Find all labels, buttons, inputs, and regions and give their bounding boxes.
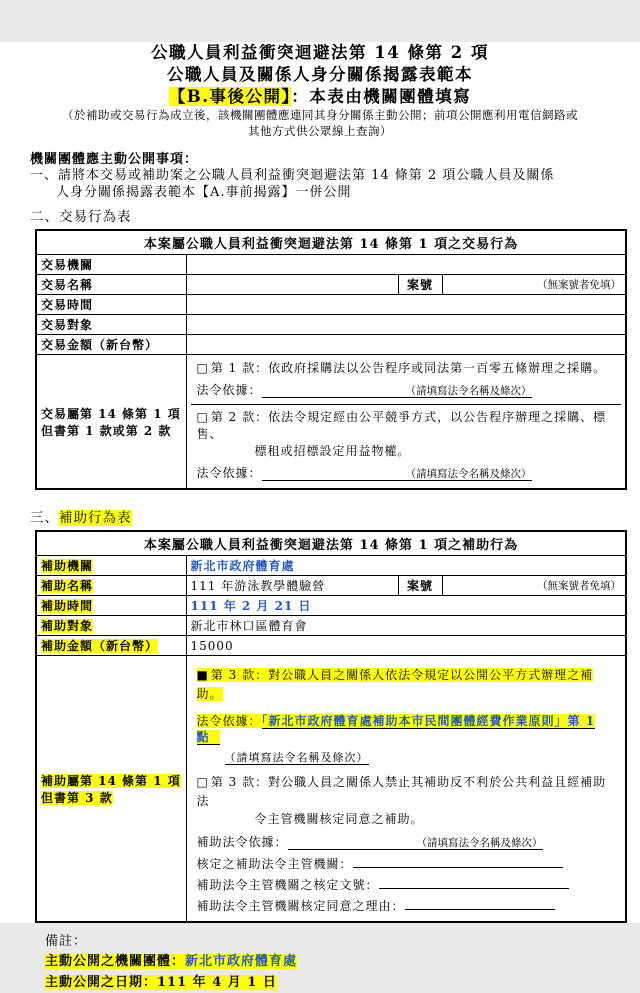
trade-clause-label-line1: 交易屬第 14 條第 1 項: [41, 406, 181, 421]
subsidy-name-value-cell: 111 年游泳教學體驗營: [186, 576, 398, 596]
trade-agency-value-cell[interactable]: [186, 255, 626, 275]
trade-target-label: 交易對象: [36, 315, 186, 335]
trade-section-number: 二、: [30, 209, 59, 225]
trade-option1-block: [191, 356, 622, 405]
subsidy-clause-label-line2-text: 但書第 3 款: [41, 790, 113, 805]
subsidy-option1-law-note-line: [197, 749, 616, 766]
checkbox-checked-icon[interactable]: ■: [196, 668, 209, 682]
trade-option2-text-line2: 標租或招標設定用益物權。: [254, 444, 411, 458]
trade-table-header: 本案屬公職人員利益衝突迴避法第 14 條第 1 項之交易行為: [36, 230, 626, 255]
publish-date-label: 主動公開之日期：: [45, 975, 158, 990]
subsidy-approve-doc-line: [197, 874, 616, 893]
trade-option1-law-line: [197, 382, 616, 398]
title-note-line1: （於補助或交易行為成立後，該機關團體應連同其身分關係主動公開；前項公開應利用電信網路或: [62, 108, 578, 122]
law-basis-label: 法令依據：: [196, 466, 262, 480]
trade-target-value-cell[interactable]: [186, 315, 626, 335]
subsidy-option2-text-line2: 令主管機關核定同意之補助。: [254, 812, 424, 826]
subsidy-name-label: [36, 576, 186, 596]
subsidy-name-label-text: 補助名稱: [41, 579, 94, 593]
subsidy-law-basis-blank-field[interactable]: [288, 835, 543, 850]
trade-table: [35, 229, 627, 490]
subsidy-option1-law-highlight: [197, 714, 596, 744]
law-fill-note: （請填寫法令名稱及條次）: [416, 837, 543, 849]
subsidy-time-value: 111 年 2 月 21 日: [190, 599, 312, 613]
law-fill-note: （請填寫法令名稱及條次）: [224, 751, 369, 764]
footer-block: [45, 933, 640, 993]
doc-title-line2: 公職人員及關係人身分關係揭露表範本: [167, 65, 473, 84]
subsidy-section-title: [30, 510, 640, 527]
subsidy-option2-line1: [197, 773, 616, 811]
trade-agency-label: 交易機關: [36, 255, 186, 275]
subsidy-target-label-text: 補助對象: [41, 619, 94, 633]
doc-title-line3-rest: ：本表由機關團體填寫: [291, 87, 472, 106]
trade-time-value-cell[interactable]: [186, 295, 626, 315]
subsidy-target-value-cell: 新北市林口區體育會: [186, 616, 626, 636]
remark-label: 備註：: [45, 934, 88, 949]
trade-time-label: 交易時間: [36, 295, 186, 315]
subsidy-amount-label-text: 補助金額（新台幣）: [41, 639, 159, 653]
subsidy-approve-doc-label: 補助法令主管機關之核定文號：: [196, 878, 379, 892]
subsidy-clause-label: [36, 656, 186, 923]
publish-org-line: [45, 951, 640, 972]
notice-heading: 機關團體應主動公開事項：: [30, 152, 199, 167]
subsidy-time-value-cell: [186, 596, 626, 616]
law-basis-label: 法令依據：: [196, 714, 262, 728]
publish-org-label: 主動公開之機關團體：: [45, 954, 186, 969]
subsidy-section-label: 補助行為表: [59, 510, 132, 526]
trade-option2-line1: [197, 409, 616, 443]
trade-option1-text: 第 1 款：依政府採購法以公告程序或同法第一百零五條辦理之採購。: [210, 361, 607, 375]
subsidy-option1-text: 第 3 款：對公職人員之關係人依法令規定以公開公平方式辦理之補助。: [196, 668, 594, 701]
trade-case-number-value-cell[interactable]: （無案號者免填）: [442, 275, 626, 295]
subsidy-agency-label-text: 補助機關: [41, 559, 94, 573]
subsidy-table: [35, 530, 627, 923]
subsidy-law-basis-line: [197, 834, 616, 850]
subsidy-agency-label: [36, 556, 186, 576]
subsidy-clause-options-cell: [186, 656, 626, 923]
subsidy-clause-label-line1-text: 補助屬第 14 條第 1 項: [41, 773, 181, 788]
subsidy-option1-block: [191, 657, 622, 920]
checkbox-unchecked-icon[interactable]: □: [196, 775, 209, 789]
subsidy-approve-agency-blank-field[interactable]: [353, 853, 563, 868]
subsidy-option1-highlight: [197, 668, 594, 701]
subsidy-approve-agency-label: 核定之補助法令主管機關：: [196, 857, 353, 871]
subsidy-section-number: 三、: [30, 510, 59, 526]
subsidy-option1-line: [197, 666, 616, 704]
subsidy-approve-reason-label: 補助法令主管機關核定同意之理由：: [196, 899, 405, 913]
notice-item1-line2: 人身分關係揭露表範本【A.事前揭露】一併公開: [56, 184, 352, 200]
subsidy-clause-label-line2: [41, 789, 182, 806]
law-basis-blank-field[interactable]: [262, 466, 532, 481]
law-fill-note: （請填寫法令名稱及條次）: [405, 385, 532, 397]
doc-title-line1: 公職人員利益衝突迴避法第 14 條第 2 項: [151, 43, 489, 62]
document-page: [0, 42, 640, 990]
subsidy-option2-text-line1: 第 3 款：對公職人員之關係人禁止其補助反不利於公共利益且經補助法: [196, 775, 607, 808]
title-block: [0, 42, 640, 139]
subsidy-approve-doc-blank-field[interactable]: [379, 874, 569, 889]
subsidy-time-label: [36, 596, 186, 616]
trade-clause-label-line2: 但書第 1 款或第 2 款: [41, 423, 172, 438]
publish-date-line: [45, 972, 640, 993]
publish-org-value: 新北市政府體育處: [185, 954, 298, 969]
trade-option2-block: [191, 405, 622, 487]
notice-item1-line1: 一、請將本交易或補助案之公職人員利益衝突迴避法第 14 條第 2 項公職人員及關係: [30, 168, 555, 183]
trade-amount-label: 交易金額（新台幣）: [36, 335, 186, 355]
title-note-line2: 其他方式供公眾線上查詢）: [248, 123, 392, 138]
subsidy-clause-label-line1: [41, 772, 182, 789]
subsidy-agency-value-cell: [186, 556, 626, 576]
trade-section-title: [30, 209, 640, 226]
subsidy-target-label: [36, 616, 186, 636]
trade-section-label: 交易行為表: [59, 209, 132, 225]
subsidy-approve-agency-line: [197, 853, 616, 872]
publish-date-value: 111 年 4 月 1 日: [157, 975, 277, 990]
subsidy-time-label-text: 補助時間: [41, 599, 94, 613]
law-fill-note: （請填寫法令名稱及條次）: [405, 468, 532, 480]
subsidy-option1-law-value: 「新北市政府體育處補助本市民間團體經費作業原則」第 1 點: [196, 714, 596, 744]
trade-option1-line: [197, 360, 616, 377]
law-basis-blank-field[interactable]: [262, 383, 532, 398]
subsidy-approve-reason-line: [197, 895, 616, 914]
subsidy-agency-value: 新北市政府體育處: [190, 559, 295, 573]
trade-name-value-cell[interactable]: [186, 275, 398, 295]
subsidy-amount-value-cell: 15000: [186, 636, 626, 656]
subsidy-approve-reason-blank-field[interactable]: [405, 895, 555, 910]
subsidy-law-basis-label: 補助法令依據：: [196, 835, 288, 849]
checkbox-unchecked-icon[interactable]: □: [196, 361, 209, 375]
disclosure-notice: [30, 151, 640, 201]
doc-title-line3: [0, 86, 640, 108]
trade-name-label: 交易名稱: [36, 275, 186, 295]
trade-option2-law-line: [197, 465, 616, 481]
trade-clause-options-cell: [186, 355, 626, 490]
subsidy-table-header: 本案屬公職人員利益衝突迴避法第 14 條第 1 項之補助行為: [36, 531, 626, 556]
subsidy-option1-law-line: [197, 713, 616, 745]
trade-amount-value-cell[interactable]: [186, 335, 626, 355]
law-basis-label: 法令依據：: [196, 383, 262, 397]
trade-clause-label: [36, 355, 186, 490]
subsidy-amount-label: [36, 636, 186, 656]
checkbox-unchecked-icon[interactable]: □: [196, 410, 209, 424]
subsidy-case-number-label: 案號: [398, 576, 442, 596]
disclosure-type-tag: 【B.事後公開】: [168, 87, 292, 106]
trade-option2-text-line1: 第 2 款：依法令規定經由公平競爭方式，以公告程序辦理之採購、標售、: [196, 410, 607, 441]
trade-case-number-label: 案號: [398, 275, 442, 295]
subsidy-case-number-value-cell[interactable]: （無案號者免填）: [442, 576, 626, 596]
